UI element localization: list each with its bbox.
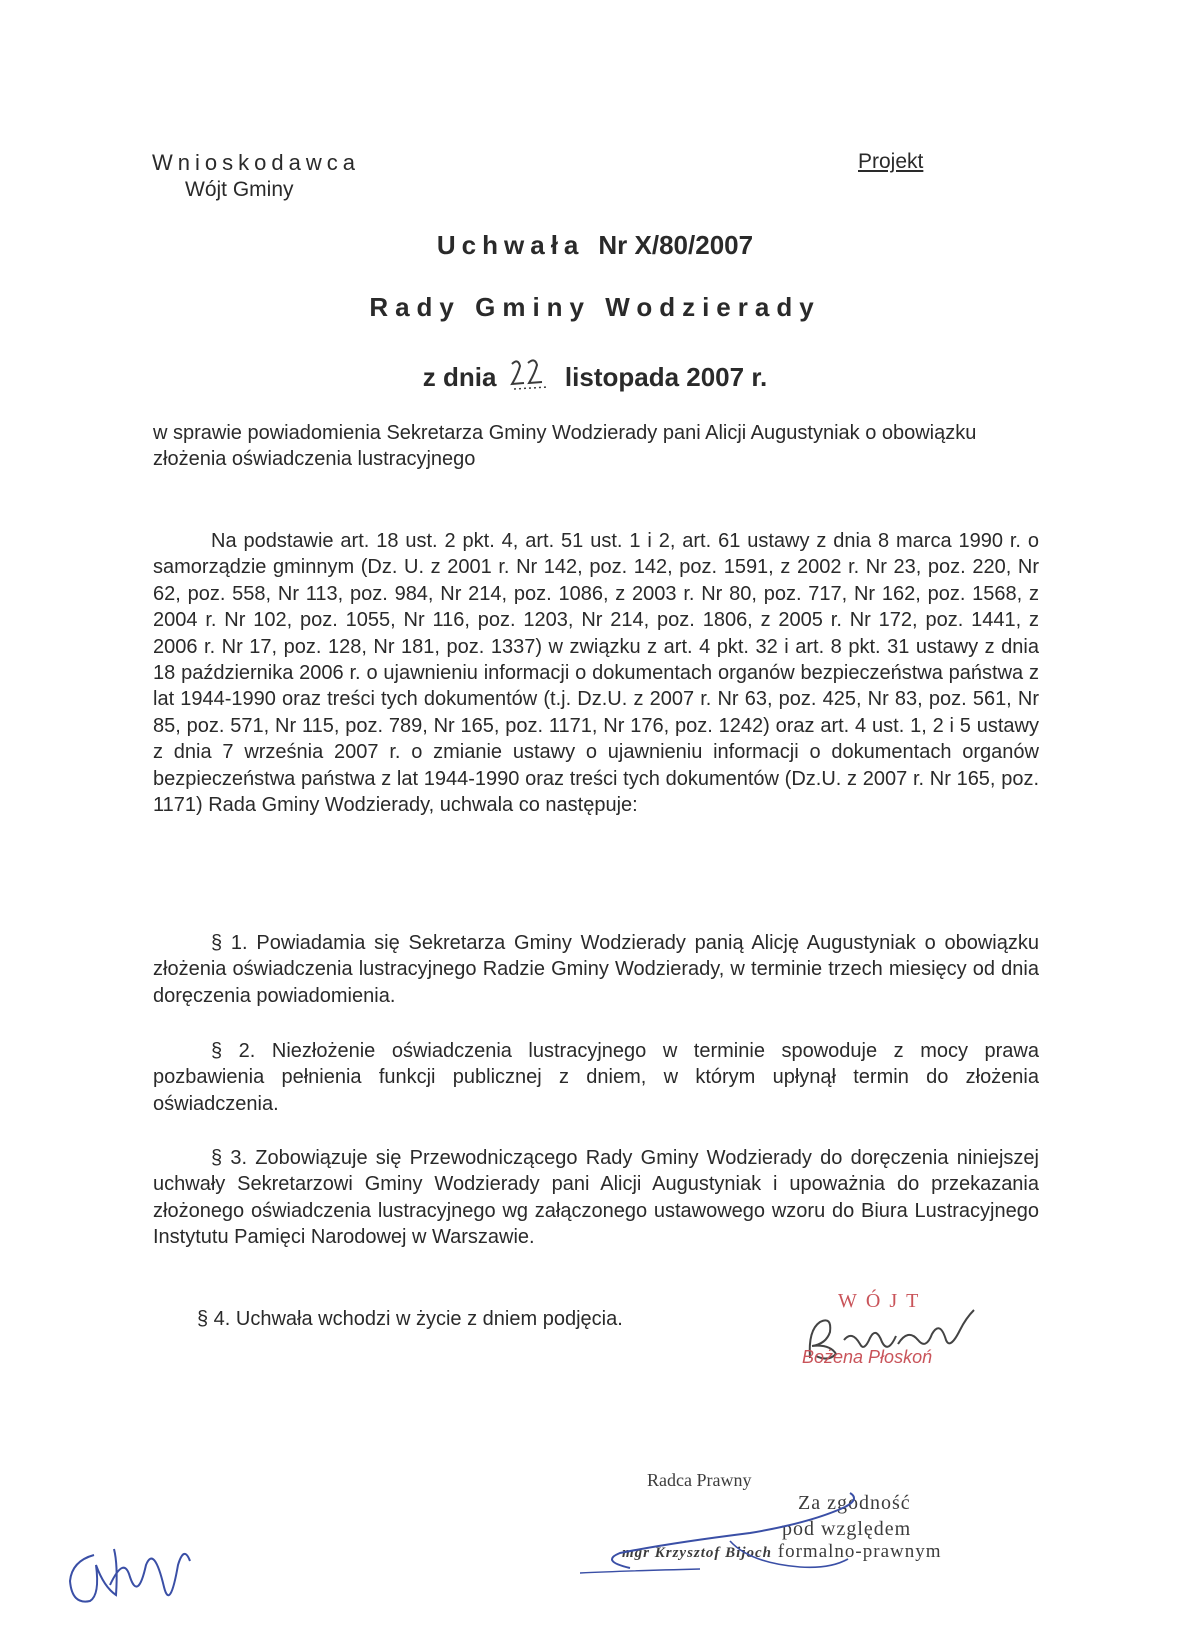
legal-stamp-line-2: pod względem [782, 1518, 912, 1540]
section-4-text: § 4. Uchwała wchodzi w życie z dniem podjęcia. [197, 1308, 623, 1330]
council-name: Rady Gminy Wodzierady [369, 292, 821, 322]
applicant-label: Wnioskodawca [152, 150, 360, 175]
initials-signature [60, 1525, 220, 1615]
resolution-number: Nr X/80/2007 [598, 230, 754, 260]
wojt-stamp-name: Bożena Płoskoń [802, 1347, 933, 1367]
subject: w sprawie powiadomienia Sekretarza Gminy Wodzierady pani Alicji Augustyniak o obowiązku złożenia oświadczenia lustracyjnego [153, 422, 977, 470]
section-3 [153, 1145, 1039, 1251]
draft-label: Projekt [858, 150, 924, 173]
legal-counsel-name: mgr Krzysztof Bijoch [622, 1545, 773, 1561]
resolution-title [0, 230, 1190, 261]
legal-stamp-line-3-text: formalno-prawnym [777, 1541, 942, 1562]
date-prefix: z dnia [422, 362, 497, 392]
legal-basis-text: Na podstawie art. 18 ust. 2 pkt. 4, art. 51 ust. 1 i 2, art. 61 ustawy z dnia 8 marca 1990 r. o samorządzie gminnym (Dz. U. z 2001 r. Nr 142, poz. 142, poz. 1591, z 2002 r. Nr 23, poz. 220, Nr 62, poz. 558, Nr 113, poz. 984, Nr 214, poz. 1086, z 2003 r. Nr 80, poz. 717, Nr 162, poz. 1568, z 2004 r. Nr 102, poz. 1055, Nr 116, poz. 1203, Nr 214, poz. 1806, z 2005 r. Nr 172, poz. 1441, z 2006 r. Nr 17, poz. 128, Nr 181, poz. 1337) w związku z art. 4 pkt. 32 i art. 8 pkt. 31 ustawy z dnia 18 października 2006 r. o ujawnieniu informacji o dokumentach organów bezpieczeństwa państwa z lat 1944-1990 oraz treści tych dokumentów (t.j. Dz.U. z 2007 r. Nr 63, poz. 425, Nr 83, poz. 561, Nr 85, poz. 571, Nr 115, poz. 789, Nr 165, poz. 1171, Nr 176, poz. 1242) oraz art. 4 ust. 1, 2 i 5 ustawy z dnia 7 września 2007 r. o zmianie ustawy o ujawnieniu informacji o dokumentach organów bezpieczeństwa państwa z lat 1944-1990 oraz treści tych dokumentów (Dz.U. z 2007 r. Nr 165, poz. 1171) Rada Gminy Wodzierady, uchwala co następuje: [153, 530, 1039, 817]
applicant-name: Wójt Gminy [185, 178, 294, 201]
legal-stamp-line-1: Za zgodność [798, 1492, 911, 1514]
section-1-text: § 1. Powiadamia się Sekretarza Gminy Wodzierady panią Alicję Augustyniak o obowiązku złożenia oświadczenia lustracyjnego Radzie Gminy Wodzierady, w terminie trzech miesięcy od dnia doręczenia powiadomienia. [153, 932, 1039, 1007]
legal-stamp-label: Radca Prawny [647, 1470, 752, 1490]
resolution-word: Uchwała [436, 230, 585, 260]
resolution-date [0, 356, 1190, 394]
date-suffix: listopada 2007 r. [564, 362, 768, 392]
section-1 [153, 930, 1039, 1009]
section-2-text: § 2. Niezłożenie oświadczenia lustracyjnego w terminie spowoduje z mocy prawa pozbawienia pełnienia funkcji publicznej z dniem, w którym upłynął termin do złożenia oświadczenia. [153, 1040, 1039, 1115]
section-2 [153, 1038, 1039, 1117]
wojt-stamp-title: WÓJT [838, 1290, 928, 1312]
section-3-text: § 3. Zobowiązuje się Przewodniczącego Rady Gminy Wodzierady do doręczenia niniejszej uchwały Sekretarzowi Gminy Wodzierady pani Alicji Augustyniak i upoważnia do przekazania złożonego oświadczenia lustracyjnego wg załączonego ustawowego wzoru do Biura Lustracyjnego Instytutu Pamięci Narodowej w Warszawie. [153, 1147, 1039, 1249]
legal-basis-paragraph [153, 528, 1039, 818]
handwritten-day [504, 356, 558, 394]
legal-counsel-signature [580, 1455, 910, 1585]
section-4 [153, 1308, 623, 1331]
